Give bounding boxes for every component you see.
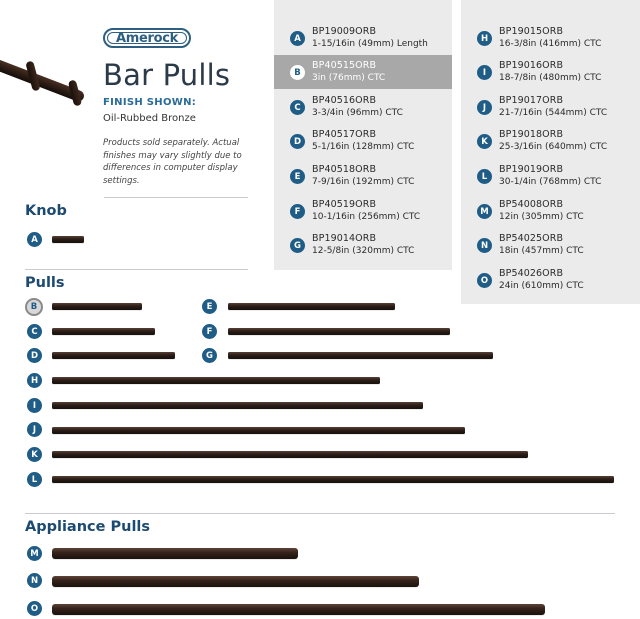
spec-badge-d: D (290, 134, 305, 149)
row-badge-k[interactable]: K (27, 447, 42, 462)
spec-size: 21-7/16in (544mm) CTC (499, 108, 608, 118)
row-badge-j[interactable]: J (27, 422, 42, 437)
finish-label: FINISH SHOWN: (103, 97, 197, 108)
spec-badge-b: B (290, 65, 305, 80)
product-bar-j[interactable] (52, 427, 465, 434)
spec-size: 10-1/16in (256mm) CTC (312, 212, 421, 222)
spec-size: 24in (610mm) CTC (499, 281, 584, 291)
spec-item-j[interactable] (461, 90, 639, 124)
spec-size: 3-3/4in (96mm) CTC (312, 108, 403, 118)
divider-knob-pulls (25, 269, 248, 270)
spec-badge-k: K (477, 134, 492, 149)
spec-item-n[interactable] (461, 228, 639, 262)
spec-sku: BP40516ORB (312, 95, 377, 106)
product-bar-b[interactable] (52, 303, 142, 310)
divider-appliance (25, 513, 615, 514)
spec-badge-a: A (290, 31, 305, 46)
row-badge-c[interactable]: C (27, 324, 42, 339)
spec-size: 5-1/16in (128mm) CTC (312, 142, 415, 152)
spec-sku: BP54008ORB (499, 199, 564, 210)
section-heading-pulls: Pulls (25, 275, 65, 291)
product-bar-o[interactable] (52, 604, 545, 615)
spec-sku: BP19015ORB (499, 26, 564, 37)
row-badge-i[interactable]: I (27, 398, 42, 413)
spec-sku: BP40519ORB (312, 199, 377, 210)
spec-badge-e: E (290, 169, 305, 184)
product-bar-n[interactable] (52, 576, 419, 587)
row-badge-b[interactable]: B (25, 298, 43, 316)
spec-badge-j: J (477, 100, 492, 115)
spec-sku: BP40518ORB (312, 164, 377, 175)
product-bar-a[interactable] (52, 236, 84, 243)
section-heading-appliance-pulls: Appliance Pulls (25, 519, 151, 535)
product-bar-d[interactable] (52, 352, 175, 359)
spec-sku: BP19014ORB (312, 233, 377, 244)
spec-sku: BP54026ORB (499, 268, 564, 279)
product-bar-g[interactable] (228, 352, 493, 359)
product-bar-h[interactable] (52, 377, 380, 384)
row-badge-o[interactable]: O (27, 601, 42, 616)
spec-badge-m: M (477, 204, 492, 219)
spec-size: 18in (457mm) CTC (499, 246, 584, 256)
spec-item-e[interactable] (274, 159, 452, 193)
spec-item-c[interactable] (274, 90, 452, 124)
row-badge-g[interactable]: G (202, 348, 217, 363)
spec-item-g[interactable] (274, 228, 452, 262)
spec-item-d[interactable] (274, 124, 452, 158)
spec-item-f[interactable] (274, 194, 452, 228)
spec-size: 12-5/8in (320mm) CTC (312, 246, 415, 256)
row-badge-l[interactable]: L (27, 472, 42, 487)
spec-item-h[interactable] (461, 21, 639, 55)
row-badge-f[interactable]: F (202, 324, 217, 339)
product-bar-f[interactable] (228, 328, 450, 335)
spec-sku: BP19016ORB (499, 60, 564, 71)
spec-badge-h: H (477, 31, 492, 46)
spec-size: 18-7/8in (480mm) CTC (499, 73, 602, 83)
product-bar-i[interactable] (52, 402, 423, 409)
spec-badge-f: F (290, 204, 305, 219)
spec-size: 3in (76mm) CTC (312, 73, 386, 83)
spec-badge-o: O (477, 273, 492, 288)
section-heading-knob: Knob (25, 203, 67, 219)
spec-badge-i: I (477, 65, 492, 80)
spec-sku: BP19019ORB (499, 164, 564, 175)
spec-size: 30-1/4in (768mm) CTC (499, 177, 602, 187)
spec-badge-n: N (477, 238, 492, 253)
product-bar-k[interactable] (52, 451, 528, 458)
spec-sku: BP19018ORB (499, 129, 564, 140)
product-bar-e[interactable] (228, 303, 395, 310)
spec-sku: BP40515ORB (312, 60, 377, 71)
spec-item-b[interactable] (274, 55, 452, 89)
spec-item-k[interactable] (461, 124, 639, 158)
spec-item-i[interactable] (461, 55, 639, 89)
spec-item-o[interactable] (461, 263, 639, 297)
page-title: Bar Pulls (103, 58, 231, 92)
row-badge-e[interactable]: E (202, 299, 217, 314)
spec-size: 1-15/16in (49mm) Length (312, 39, 428, 49)
spec-sku: BP19009ORB (312, 26, 377, 37)
product-bar-m[interactable] (52, 548, 298, 559)
row-badge-n[interactable]: N (27, 573, 42, 588)
spec-size: 25-3/16in (640mm) CTC (499, 142, 608, 152)
spec-size: 12in (305mm) CTC (499, 212, 584, 222)
divider-top (104, 197, 248, 198)
spec-size: 16-3/8in (416mm) CTC (499, 39, 602, 49)
disclaimer-text: Products sold separately. Actual finishes may vary slightly due to differences in computer display settings. (103, 138, 242, 186)
spec-sku: BP54025ORB (499, 233, 564, 244)
product-bar-l[interactable] (52, 476, 614, 483)
row-badge-h[interactable]: H (27, 373, 42, 388)
spec-item-a[interactable] (274, 21, 452, 55)
row-badge-m[interactable]: M (27, 546, 42, 561)
spec-badge-c: C (290, 100, 305, 115)
row-badge-d[interactable]: D (27, 348, 42, 363)
finish-value: Oil-Rubbed Bronze (103, 113, 196, 124)
spec-sku: BP19017ORB (499, 95, 564, 106)
product-bar-c[interactable] (52, 328, 155, 335)
spec-badge-l: L (477, 169, 492, 184)
spec-item-m[interactable] (461, 194, 639, 228)
spec-sku: BP40517ORB (312, 129, 377, 140)
spec-badge-g: G (290, 238, 305, 253)
spec-size: 7-9/16in (192mm) CTC (312, 177, 415, 187)
spec-item-l[interactable] (461, 159, 639, 193)
row-badge-a[interactable]: A (27, 232, 42, 247)
amerock-logo (103, 28, 191, 48)
logo-text: Amerock (115, 30, 179, 46)
